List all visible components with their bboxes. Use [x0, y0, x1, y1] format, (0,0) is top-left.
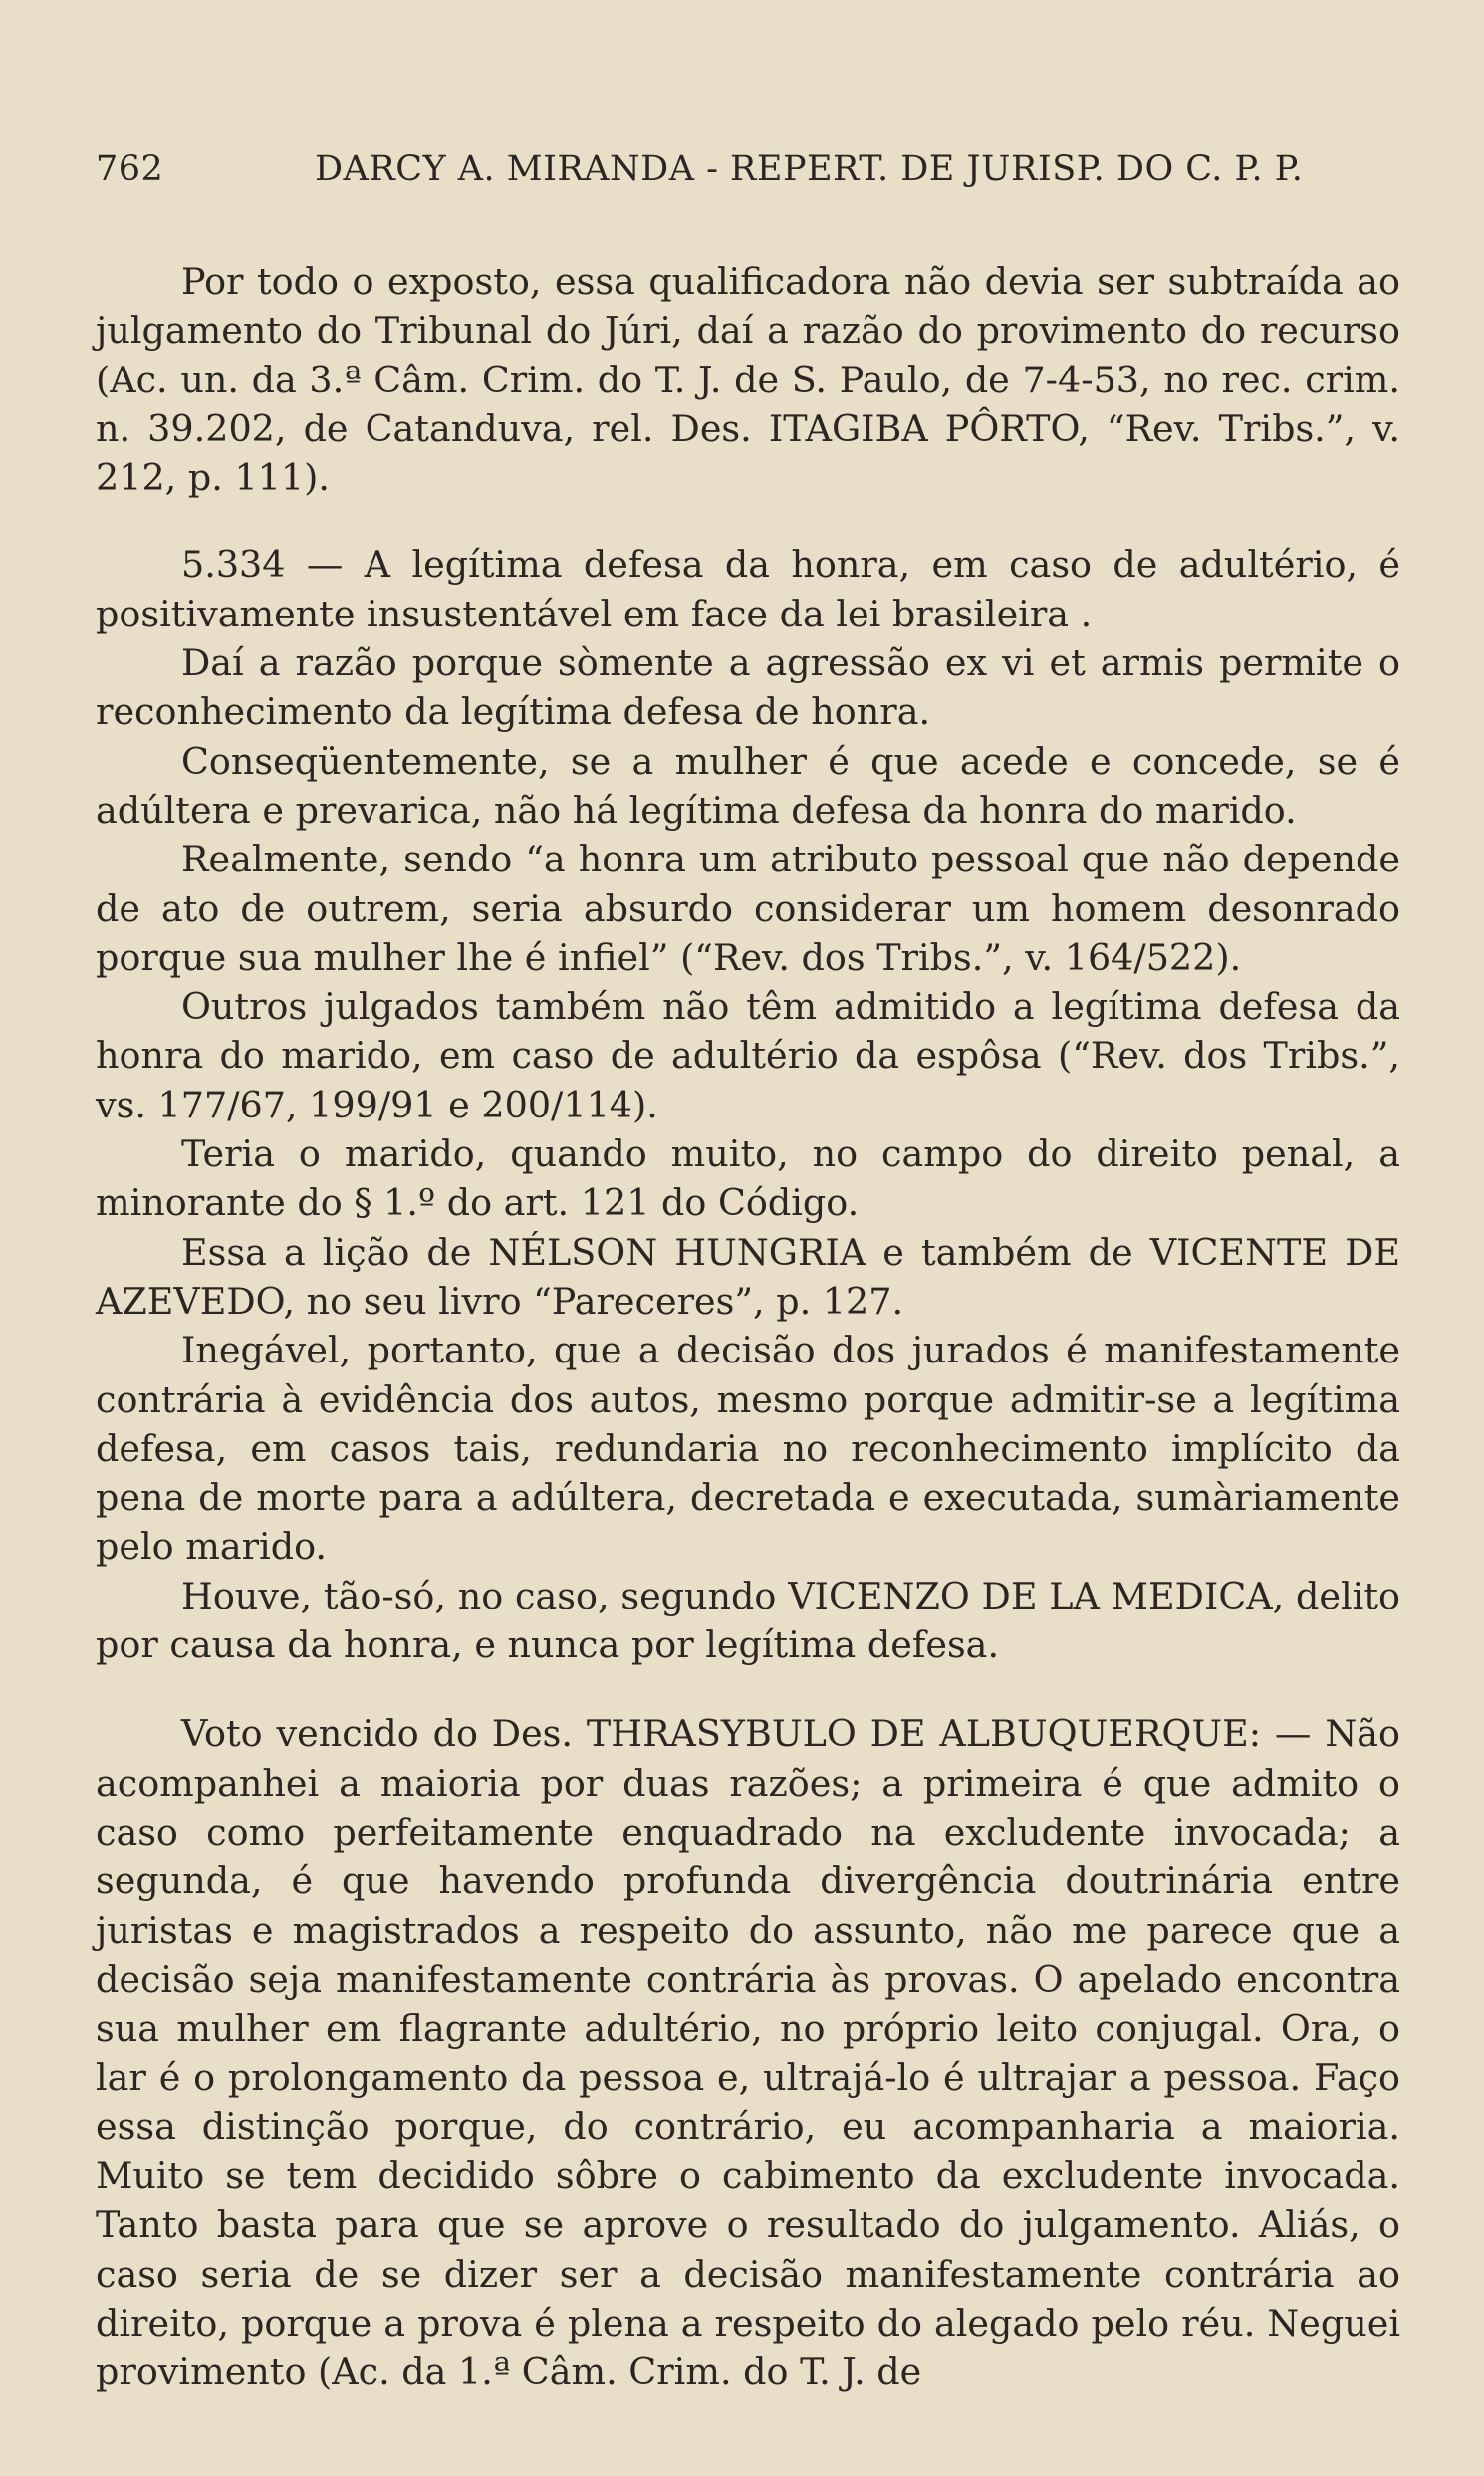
- paragraph-consequentemente: Conseqüentemente, se a mulher é que acede e concede, se é adúltera e prevarica, não há legítima defesa da honra do marido.: [96, 739, 1400, 832]
- section-text: A legítima defesa da honra, em caso de adultério, é positivamente insustentável em face da lei brasileira .: [96, 543, 1400, 635]
- paragraph-outros-julgados: Outros julgados também não têm admitido a legítima defesa da honra do marido, em caso de adultério da espôsa (“Rev. dos Tribs.”, vs. 177/67, 199/91 e 200/114).: [96, 985, 1400, 1126]
- paragraph-conclusion: Por todo o exposto, essa qualificadora não devia ser subtraída ao julgamento do Tribunal do Júri, daí a razão do provimento do recurso (Ac. un. da 3.ª Câm. Crim. do T. J. de S. Paulo, de 7-4-53, no rec. crim. n. 39.202, de Catanduva, rel. Des. ITAGIBA PÔRTO, “Rev. Tribs.”, v. 212, p. 111).: [96, 260, 1400, 500]
- paragraph-realmente: Realmente, sendo “a honra um atributo pessoal que não depende de ato de outrem, seria absurdo considerar um homem desonrado porque sua mulher lhe é infiel” (“Rev. dos Tribs.”, v. 164/522).: [96, 838, 1400, 979]
- paragraph-inegavel: Inegável, portanto, que a decisão dos jurados é manifestamente contrária à evidência dos autos, mesmo porque admitir-se a legítima defesa, em casos tais, redundaria no reconhecimento implícito da pena de morte para a adúltera, decretada e executada, sumàriamente pelo marido.: [96, 1329, 1400, 1569]
- paragraph-licao: Essa a lição de NÉLSON HUNGRIA e também de VICENTE DE AZEVEDO, no seu livro “Pareceres”, p. 127.: [96, 1230, 1400, 1323]
- page-body: [96, 257, 1400, 2396]
- paragraph-houve: Houve, tão-só, no caso, segundo VICENZO DE LA MEDICA, delito por causa da honra, e nunca por legítima defesa.: [96, 1574, 1400, 1667]
- page-header: [96, 149, 1400, 189]
- paragraph-minorante: Teria o marido, quando muito, no campo do direito penal, a minorante do § 1.º do art. 121 do Código.: [96, 1132, 1400, 1225]
- page-number: 762: [96, 149, 164, 189]
- paragraph-ex-vi: Daí a razão porque sòmente a agressão ex vi et armis permite o reconhecimento da legítima defesa de honra.: [96, 641, 1400, 734]
- section-number: 5.334 —: [181, 543, 344, 587]
- paragraph-voto-vencido: Voto vencido do Des. THRASYBULO DE ALBUQUERQUE: — Não acompanhei a maioria por duas razões; a primeira é que admito o caso como perfeitamente enquadrado na excludente invocada; a segunda, é que havendo profunda divergência doutrinária entre juristas e magistrados a respeito do assunto, não me parece que a decisão seja manifestamente contrária às provas. O apelado encontra sua mulher em flagrante adultério, no próprio leito conjugal. Ora, o lar é o prolongamento da pessoa e, ultrajá-lo é ultrajar a pessoa. Faço essa distinção porque, do contrário, eu acompanharia a maioria. Muito se tem decidido sôbre o cabimento da excludente invocada. Tanto basta para que se aprove o resultado do julgamento. Aliás, o caso seria de se dizer ser a decisão manifestamente contrária ao direito, porque a prova é plena a respeito do alegado pelo réu. Neguei provimento (Ac. da 1.ª Câm. Crim. do T. J. de: [96, 1712, 1400, 2394]
- running-title: DARCY A. MIRANDA - REPERT. DE JURISP. DO C. P. P.: [315, 149, 1304, 189]
- section-5334: [96, 540, 1400, 638]
